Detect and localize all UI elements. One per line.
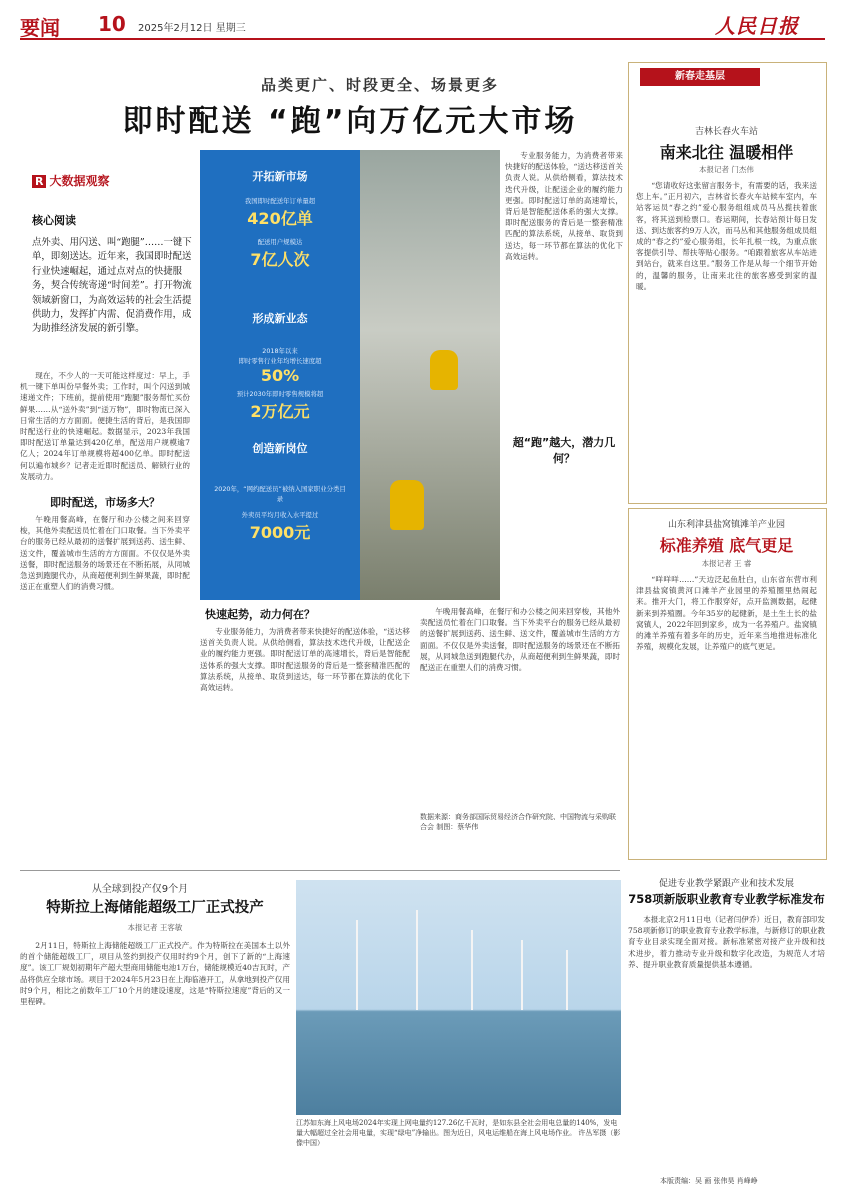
info-line-3: 即时零售行业年均增长速度超 [238, 357, 322, 365]
side2-text: “咩咩咩……”天边泛起鱼肚白，山东省东营市利津县盐窝镇黄河口滩羊产业园里的养殖圈里热闹起来。推开大门，将工作服穿好，点开监测数据，起健新来到养殖圈。今年35岁的起健新，是土生土长的盐窝镇人，2022年回到家乡，成为一名养殖户。盐窝镇的滩羊养殖有着多年的历史，近年来当地推进标准化养殖，规模化发展，让养殖户的底气更足。 [636, 575, 817, 652]
info-title-1: 开拓新市场 [252, 170, 308, 183]
info-number-3: 50% [260, 366, 300, 385]
col4-paragraph: 午晚用餐高峰，在餐厅和办公楼之间来回穿梭，其他外卖配送员忙着在门口取餐。当下外卖平台的服务已经从最初的送餐扩展到送药、送生鲜、送文件，覆盖城市生活的方方面面。不仅仅是外卖送餐，即时配送服务的场景还在不断拓展，从同城急送到跑腿代办，从商超便利到生鲜果蔬，即时配送正在重塑人们的消费习惯。 [420, 607, 620, 673]
badge-mark: R [32, 175, 46, 188]
col3-paragraph: 专业服务能力，为消费者带来快捷好的配送体验，“送达移送首关负责人说。从供给侧看，算法技术迭代升级，让配送企业的履约能力更强。即时配送订单的高速增长，背后是智能配送体系的强大支撑。即时配送服务的背后是一整套精准匹配的算法系统，从接单、取货到送达，每一环节都在算法的优化下高效运转。 [505, 151, 623, 261]
newspaper-logo: 人民日报 [715, 14, 799, 38]
wind-turbine [566, 950, 568, 1010]
tesla-byline: 本报记者 王客敏 [127, 923, 183, 932]
page-number: 10 [98, 12, 126, 36]
info-line-6: 外卖员平均月收入水平提过 [241, 511, 319, 519]
infographic-panel [200, 150, 360, 600]
info-year: 2018年以来 [262, 347, 298, 355]
info-line-1: 我国即时配送年订单量超 [244, 197, 316, 205]
tesla-kicker: 从全球到投产仅9个月 [91, 884, 189, 895]
edu-headline: 758项新版职业教育专业教学标准发布 [628, 892, 825, 906]
tesla-headline: 特斯拉上海储能超级工厂正式投产 [46, 900, 264, 916]
wind-farm-photo [296, 880, 621, 1115]
side2-byline: 本报记者 王 睿 [701, 559, 752, 568]
photo-credit: 许丛军摄（影像中国） [296, 1129, 621, 1147]
courier-figure [430, 350, 458, 390]
wind-turbine [471, 930, 473, 1010]
caption-text: 江苏如东海上风电场2024年实现上网电量约127.26亿千瓦时，是如东县全社会用电总量的140%，发电量大幅超过全社会用电量，实现“绿电”净输出。图为近日，风电运维船在海上风电场作业。 [296, 1119, 618, 1137]
info-number-5: 7000元 [249, 523, 311, 542]
side1-headline: 南来北往 温暖相伴 [659, 143, 794, 162]
tesla-text: 2月11日，特斯拉上海储能超级工厂正式投产。作为特斯拉在美国本土以外的首个储能超级工厂，项目从签约到投产仅用时约9个月，创下了新的“上海速度”。该工厂规划初期年产超大型商用储能电池1万台，储能规模近40吉瓦时，产品将供应全球市场。项目于2024年5月23日在上海临港开工，从拿地到投产仅用时9个月，相比之前数年工厂10个月的建设速度，这是“特斯拉速度”背后的又一里程碑。 [20, 941, 290, 1007]
page-editors: 本版责编：吴 画 张伟昊 肖峰峥 [660, 1177, 758, 1185]
side1-kicker: 吉林长春火车站 [694, 127, 758, 137]
series-banner: 新春走基层 [640, 68, 760, 86]
subhead-potential: 超“跑”越大，潜力几何？ [512, 436, 616, 465]
info-number-2: 7亿人次 [250, 250, 310, 269]
section-name: 要闻 [20, 16, 60, 40]
info-block-market [200, 168, 360, 270]
col2-paragraph: 专业服务能力，为消费者带来快捷好的配送体验，“送达移送首关负责人说。从供给侧看，算法技术迭代升级，让配送企业的履约能力更强。即时配送订单的高速增长，背后是智能配送体系的强大支撑。即时配送服务的背后是一整套精准匹配的算法系统，从接单、取货到送达，每一环节都在算法的优化下高效运转。 [200, 627, 410, 693]
badge-label: 大数据观察 [49, 174, 110, 188]
info-line-5: 2020年，“网约配送员”被纳入国家职业分类目录 [214, 485, 346, 503]
info-line-2: 配送用户规模达 [257, 238, 303, 246]
photo-caption [296, 1118, 621, 1148]
courier-photo [360, 150, 500, 600]
info-number-4: 2万亿元 [250, 402, 310, 421]
bottom-divider [20, 870, 620, 871]
data-credit: 数据来源：商务部国际贸易经济合作研究院、中国物流与采购联合会 制图：蔡华伟 [420, 813, 616, 831]
info-block-format [200, 310, 360, 422]
info-line-4: 预计2030年即时零售规模将超 [236, 390, 324, 398]
side1-text: “您请收好这张留言服务卡，有需要的话，我来送您上车。”正月初六，吉林省长春火车站候车室内，车站客运员“春之约”爱心服务组组成员马丛揽扶着旅客，将其送到检票口。春运期间，长春站预计每日发送、到达旅客约9万人次，而马丛和其他服务组成员组成的“春之约”爱心服务组，长年扎根一线，为重点旅客提供引导、帮扶等贴心服务。“咱跟着旅客从车站进到站台，就来自这里。”服务工作是从每一个细节开始的，温馨的服务，让南来北往的旅客感受到家的温暖。 [636, 181, 817, 291]
wind-turbine [356, 920, 358, 1010]
side1-byline: 本报记者 门杰伟 [699, 165, 754, 174]
col1-paragraph-2: 午晚用餐高峰，在餐厅和办公楼之间来回穿梭，其他外卖配送员忙着在门口取餐。当下外卖平台的服务已经从最初的送餐扩展到送药、送生鲜、送文件，覆盖城市生活的方方面面。不仅仅是外卖送餐，即时配送服务的场景还在不断拓展，从同城急送到跑腿代办，从商超便利到生鲜果蔬，即时配送正在重塑人们的消费习惯。 [20, 515, 190, 592]
info-title-2: 形成新业态 [252, 312, 308, 325]
info-number-1: 420亿单 [247, 209, 313, 228]
wind-turbine [521, 940, 523, 1010]
wind-turbine [416, 910, 418, 1010]
subhead-growth: 快速起势，动力何在？ [205, 608, 315, 621]
side2-kicker: 山东利津县盐窝镇滩羊产业园 [667, 520, 785, 530]
info-title-3: 创造新岗位 [252, 442, 308, 455]
main-kicker: 品类更广、时段更全、场景更多 [260, 76, 499, 94]
main-headline: 即时配送 “跑”向万亿元大市场 [122, 104, 578, 139]
column-badge [32, 172, 110, 189]
core-reading-title: 核心阅读 [32, 214, 76, 227]
col1-paragraph: 现在，不少人的一天可能这样度过：早上，手机一键下单叫份早餐外卖；工作时，叫个闪送到城速递文件；下班前，提前使用“跑腿”服务帮忙买份鲜果……从“送外卖”到“送万物”，即时物流已深入日常生活的方方面面。便捷生活的背后，是我国即时配送行业的快速崛起。数据显示，2023年我国即时配送订单量达到420亿单，配送用户规模逾7亿人；2024年订单规模将超400亿单。即时配送何以遍布城乡？记者走近即时配送员、解锁行业的发展动力。 [20, 371, 190, 481]
side2-headline: 标准养殖 底气更足 [659, 536, 794, 555]
courier-figure [390, 480, 424, 530]
issue-date: 2025年2月12日 星期三 [138, 23, 246, 34]
subhead-market: 即时配送，市场多大？ [50, 496, 160, 509]
core-reading-text: 点外卖、用闪送、叫“跑腿”……一键下单，即刻送达。近年来，我国即时配送行业快速崛起，通过点对点的快捷服务，契合传统寄递“时间差”。打开物流领域新窗口，为高效运转的社会生活提供助力，发挥扩内需、促消费作用，成为助推经济发展的新引擎。 [32, 237, 192, 335]
edu-kicker: 促进专业教学紧跟产业和技术发展 [658, 879, 794, 889]
info-block-jobs [200, 440, 360, 543]
edu-text: 本报北京2月11日电（记者闫伊乔）近日，教育部印发758项新修订的职业教育专业教学标准，与新修订的职业教育专业目录实现全面对接。新标准紧密对接产业升级和技术进步，着力推动专业升级和数字化改造，为规范人才培养、提升职业教育质量提供基本遵循。 [628, 915, 825, 969]
